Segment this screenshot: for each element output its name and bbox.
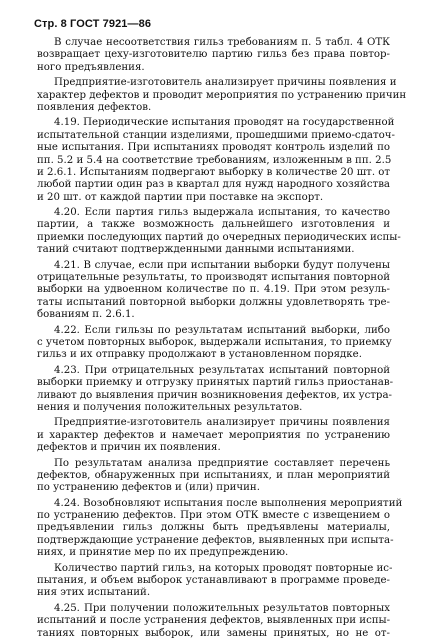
text-line: пп. 5.2 и 5.4 на соответствие требованиям, изложенным в пп. 2.5 [37, 154, 392, 166]
text-line: приемки последующих партий до очередных периодических испы- [37, 231, 401, 243]
text-line: 4.25. При получении положительных результатов повторных [54, 602, 390, 614]
text-line: выборки на удвоенном количестве по п. 4.19. При этом резуль- [37, 284, 390, 296]
text-line: партии, а также возможность дальнейшего изготовления и [37, 219, 390, 231]
text-line: и 20 шт. от каждой партии при поставке на экспорт. [37, 191, 324, 203]
text-line: По результатам анализа предприятие составляет перечень [54, 457, 390, 469]
text-line: Предприятие-изготовитель анализирует причины появления [54, 417, 390, 429]
paragraph [37, 77, 407, 114]
text-line: Количество партий гильз, на которых проводят повторные ис- [54, 562, 393, 574]
text-line: испытаний и после устранения дефектов, выявленных при испы- [37, 615, 391, 627]
text-line: характер дефектов и проводит мероприятия по устранению причин [37, 89, 407, 101]
page-header: Стр. 8 ГОСТ 7921—86 [34, 18, 152, 30]
text-line: дефектов, обнаруженных при испытаниях, и план мероприятий [37, 469, 390, 481]
text-line: предъявлении гильз должны быть предъявлены материалы, [37, 522, 390, 534]
paragraph [37, 497, 403, 560]
text-line: дефектов и причин их появления. [37, 442, 221, 454]
paragraph [37, 458, 390, 495]
text-line: ниях, и принятие мер по их предупреждению. [37, 547, 289, 559]
text-line: ные испытания. При испытаниях проводят контроль изделий по [37, 142, 390, 154]
text-line: гильз и их отправку продолжают в установленном порядке. [37, 349, 362, 361]
text-line: по устранению дефектов и (или) причин. [37, 482, 260, 494]
text-line: и 2.6.1. Испытаниям подвергают выборку в количестве 20 шт. от [37, 166, 391, 178]
paragraph [37, 117, 395, 204]
paragraph [37, 562, 393, 600]
paragraph [37, 37, 390, 74]
text-line: и характер дефектов и намечает мероприятия по устранению [37, 429, 390, 441]
text-line: появления дефектов. [37, 101, 152, 113]
text-line: ного предъявления. [37, 61, 145, 73]
paragraph [37, 417, 390, 454]
paragraph [37, 603, 390, 640]
text-line: 4.19. Периодические испытания проводят на государственной [54, 117, 395, 129]
text-line: 4.22. Если гильзы по результатам испытаний выборки, либо [54, 324, 390, 336]
text-line: 4.23. При отрицательных результатах испытаний повторной [54, 364, 390, 376]
text-line: любой партии один раз в квартал для нужд народного хозяйства [37, 179, 390, 191]
text-line: ния этих испытаний. [37, 587, 151, 599]
paragraph [37, 325, 390, 362]
text-line: испытательной станции изделиями, прошедшими приемо-сдаточ- [37, 129, 395, 141]
paragraph [37, 364, 394, 415]
text-line: пытания, и объем выборок устанавливают в программе проведе- [37, 575, 390, 587]
text-line: выборки приемку и отгрузку принятых партий гильз приостанав- [37, 377, 394, 389]
paragraph [37, 260, 390, 322]
text-line: нения и получения положительных результатов. [37, 401, 303, 413]
text-line: подтверждающие устранение дефектов, выявленных при испыта- [37, 534, 394, 546]
text-line: по устранению дефектов. При этом ОТК вместе с извещением о [37, 510, 390, 522]
text-line: с учетом повторных выборок, выдержали испытания, то приемку [37, 336, 392, 348]
text-line: таний считают подтвержденными данными испытаниями. [37, 244, 355, 256]
document-body [37, 37, 407, 640]
text-line: возвращает цеху-изготовителю партию гильз без права повтор- [37, 49, 390, 61]
text-line: ливают до выявления причин возникновения дефектов, их устра- [37, 389, 392, 401]
paragraph [37, 207, 401, 257]
text-line: 4.24. Возобновляют испытания после выполнения мероприятий [54, 497, 403, 509]
text-line: Предприятие-изготовитель анализирует причины появления и [54, 77, 397, 89]
text-line: отрицательные результаты, то производят испытания повторной [37, 272, 390, 284]
text-line: В случае несоответствия гильз требованиям п. 5 табл. 4 ОТК [54, 37, 390, 48]
text-line: 4.21. В случае, если при испытании выборки будут получены [54, 259, 390, 271]
text-line: таты испытаний повторной выборки должны удовлетворять тре- [37, 296, 390, 308]
text-line: бованиям п. 2.6.1. [37, 309, 135, 321]
text-line: 4.20. Если партия гильз выдержала испытания, то качество [54, 207, 390, 219]
text-line: таниях повторных выборок, или замены принятых, но не от- [37, 627, 390, 639]
